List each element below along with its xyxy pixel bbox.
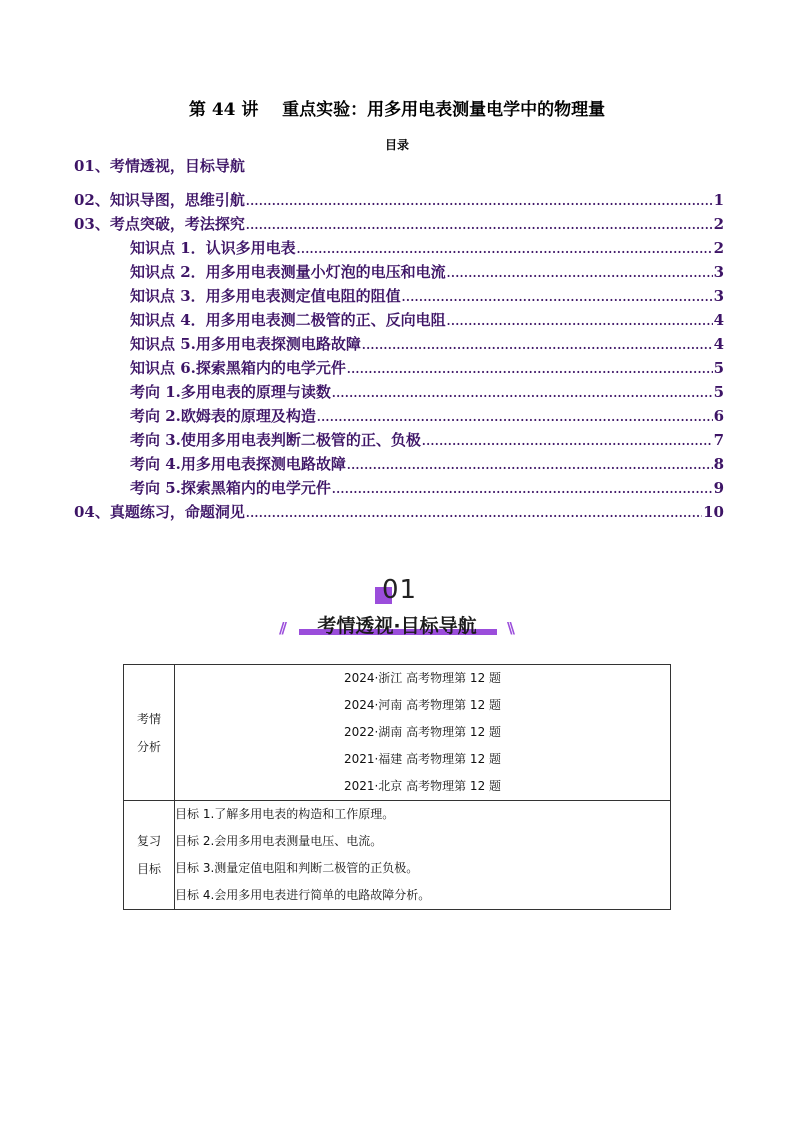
toc-leader-dots (246, 502, 702, 524)
section-title: 考情透视·目标导航 (317, 615, 477, 637)
toc-entry[interactable] (74, 308, 724, 332)
exam-item: 2024·浙江 高考物理第 12 题 (343, 671, 502, 685)
toc-entry-label: 知识点 4．用多用电表测二极管的正、反向电阻 (130, 311, 446, 329)
toc-entry-page: 1 (713, 191, 724, 209)
toc-entry-label: 知识点 6.探索黑箱内的电学元件 (130, 359, 346, 377)
toc-entry-page: 2 (713, 239, 724, 257)
toc-entry-label: 01、考情透视，目标导航 (74, 157, 245, 175)
label-line: 复习 (136, 834, 161, 848)
toc-entry-label: 知识点 1．认识多用电表 (130, 239, 296, 257)
toc-entry-page: 9 (713, 479, 724, 497)
toc-entry[interactable] (74, 188, 724, 212)
toc-entry-page: 4 (713, 335, 724, 353)
toc-entry-page: 6 (713, 407, 724, 425)
toc-entry-label: 考向 2.欧姆表的原理及构造 (130, 407, 316, 425)
toc-entry[interactable] (74, 332, 724, 356)
exam-list (175, 665, 671, 801)
toc-leader-dots (362, 334, 713, 356)
label-line: 分析 (136, 739, 161, 754)
exam-item: 2022·湖南 高考物理第 12 题 (343, 725, 502, 739)
toc-heading: 目录 (384, 138, 409, 152)
goal-item: 目标 4.会用多用电表进行简单的电路故障分析。 (175, 888, 431, 902)
toc-entry-label: 04、真题练习，命题洞见 (74, 503, 245, 521)
toc-entry[interactable] (74, 236, 724, 260)
toc-entry[interactable] (74, 154, 724, 188)
toc-leader-dots (422, 430, 713, 452)
toc-leader-dots (332, 478, 713, 500)
toc-entry-page: 4 (713, 311, 724, 329)
toc-entry[interactable] (74, 500, 724, 524)
page-title: 第 44 讲 重点实验：用多用电表测量电学中的物理量 (188, 100, 606, 120)
table-row (124, 665, 671, 801)
toc-entry-page: 5 (713, 359, 724, 377)
goal-item: 目标 2.会用多用电表测量电压、电流。 (175, 834, 383, 848)
toc-leader-dots (402, 286, 713, 308)
toc-entry-label: 考向 3.使用多用电表判断二极管的正、负极 (130, 431, 421, 449)
toc-entry-label: 知识点 3．用多用电表测定值电阻的阻值 (130, 287, 401, 305)
toc-entry[interactable] (74, 404, 724, 428)
toc-leader-dots (317, 406, 713, 428)
toc-entry-label: 考向 1.多用电表的原理与读数 (130, 383, 331, 401)
toc-entry-page: 10 (703, 503, 724, 521)
goal-item: 目标 3.测量定值电阻和判断二极管的正负极。 (175, 861, 419, 875)
toc-leader-dots (246, 190, 713, 212)
toc-leader-dots (447, 262, 713, 284)
toc-entry[interactable] (74, 428, 724, 452)
slash-right-icon: \\ (507, 619, 512, 637)
exam-item: 2021·北京 高考物理第 12 题 (343, 779, 502, 793)
goal-item: 目标 1.了解多用电表的构造和工作原理。 (175, 807, 395, 821)
toc-entry-label: 知识点 2．用多用电表测量小灯泡的电压和电流 (130, 263, 446, 281)
toc-entry-page: 7 (713, 431, 724, 449)
toc-entry-page: 3 (713, 287, 724, 305)
toc-leader-dots (332, 382, 713, 404)
table-of-contents (74, 154, 724, 524)
toc-entry-page: 3 (713, 263, 724, 281)
toc-leader-dots (246, 214, 713, 236)
label-line: 目标 (136, 862, 161, 876)
exam-info-table (123, 664, 671, 910)
exam-item: 2021·福建 高考物理第 12 题 (343, 752, 502, 766)
toc-leader-dots (347, 454, 713, 476)
toc-entry[interactable] (74, 260, 724, 284)
table-row (124, 801, 671, 910)
slash-left-icon: // (279, 619, 284, 637)
toc-entry-page: 5 (713, 383, 724, 401)
toc-leader-dots (347, 358, 713, 380)
toc-leader-dots (447, 310, 713, 332)
toc-entry[interactable] (74, 284, 724, 308)
toc-entry-page: 8 (713, 455, 724, 473)
toc-entry[interactable] (74, 452, 724, 476)
toc-entry[interactable] (74, 380, 724, 404)
section-number: 01 (382, 575, 418, 605)
toc-leader-dots (297, 238, 713, 260)
review-goals-label (124, 801, 175, 910)
toc-entry-label: 03、考点突破，考法探究 (74, 215, 245, 233)
goal-list (175, 801, 671, 910)
toc-entry-label: 02、知识导图，思维引航 (74, 191, 245, 209)
toc-entry[interactable] (74, 212, 724, 236)
toc-entry-label: 知识点 5.用多用电表探测电路故障 (130, 335, 361, 353)
exam-analysis-label (124, 665, 175, 801)
exam-item: 2024·河南 高考物理第 12 题 (343, 698, 502, 712)
toc-entry-page: 2 (713, 215, 724, 233)
toc-entry[interactable] (74, 476, 724, 500)
toc-entry-label: 考向 4.用多用电表探测电路故障 (130, 455, 346, 473)
toc-entry[interactable] (74, 356, 724, 380)
section-banner (277, 575, 517, 645)
label-line: 考情 (136, 711, 161, 726)
toc-entry-label: 考向 5.探索黑箱内的电学元件 (130, 479, 331, 497)
